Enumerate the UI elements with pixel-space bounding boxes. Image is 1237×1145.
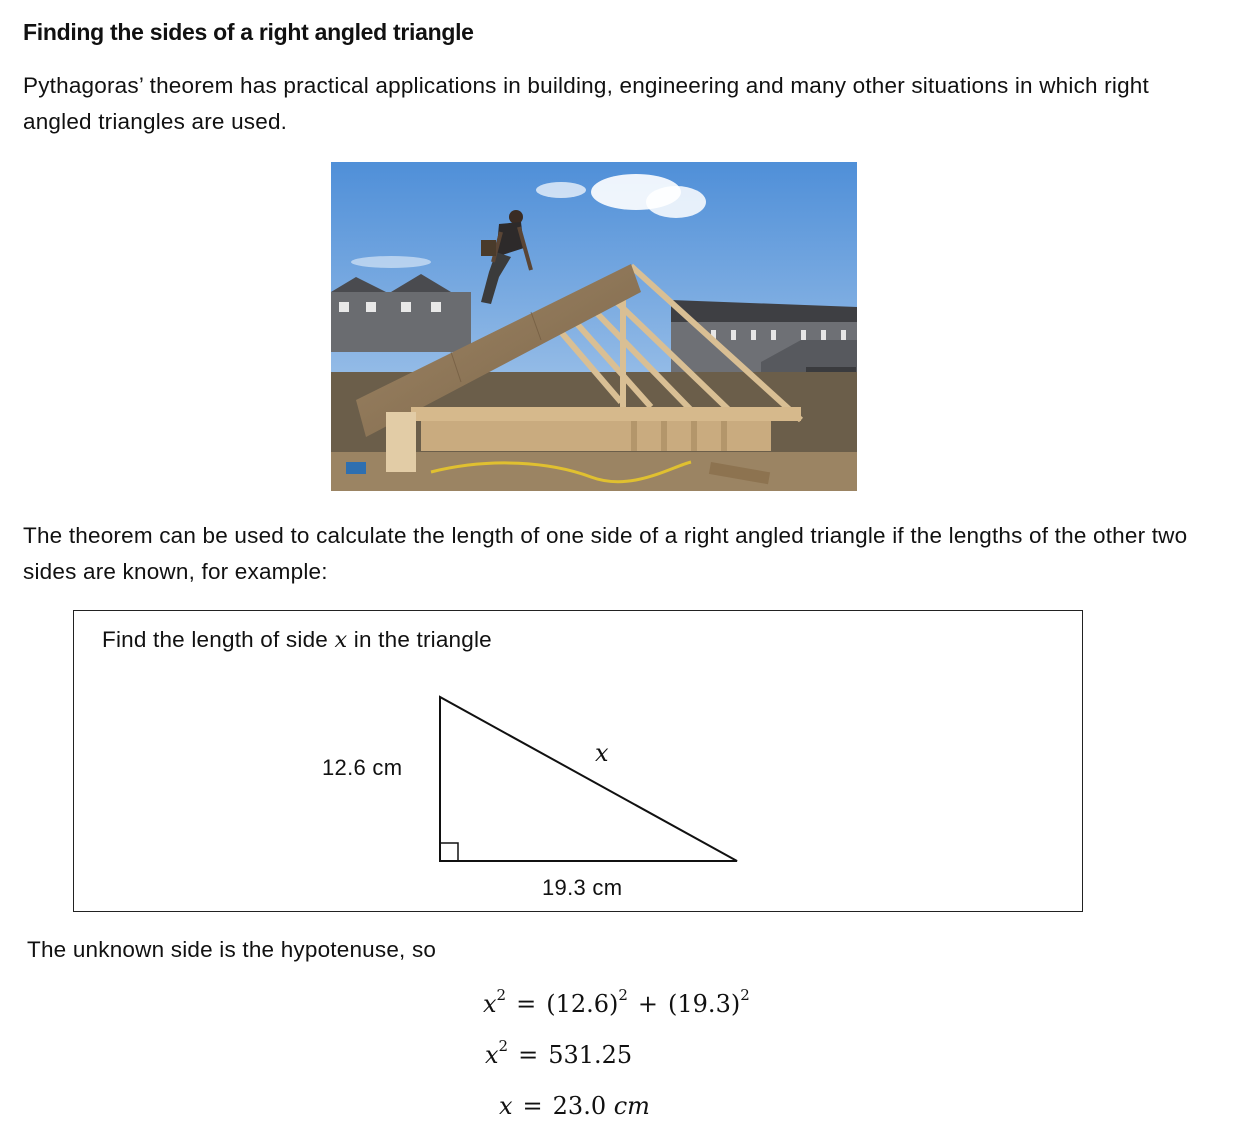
equation-line-1	[483, 986, 750, 1018]
eq1-term2: (19.3)	[668, 990, 741, 1018]
eq1-variable: x	[483, 990, 497, 1018]
right-triangle-diagram	[74, 611, 1082, 911]
prompt-variable: x	[334, 627, 348, 653]
vertical-side-label: 12.6 cm	[322, 755, 403, 780]
prompt-text-end: in the triangle	[347, 627, 492, 652]
eq1-equals: =	[516, 990, 537, 1018]
prompt-text-start: Find the length of side	[102, 627, 335, 652]
eq1-term1: (12.6)	[546, 990, 619, 1018]
horizontal-side-label: 19.3 cm	[542, 875, 623, 900]
eq1-plus: +	[637, 990, 659, 1018]
eq1-exponent: 2	[496, 986, 507, 1004]
roof-construction-photo	[331, 162, 857, 491]
eq3-unit: cm	[613, 1092, 650, 1120]
eq2-equals: =	[518, 1041, 539, 1069]
roof-truss-construction-photo-icon	[331, 162, 857, 491]
explanation-paragraph: The theorem can be used to calculate the length of one side of a right angled triangle if the lengths of the other two sides are known, for example:	[23, 523, 1188, 584]
equation-line-2	[485, 1037, 633, 1069]
eq1-term2-exponent: 2	[740, 986, 750, 1004]
triangle-outline	[440, 697, 737, 861]
example-box	[73, 610, 1083, 912]
eq3-value: 23.0	[552, 1092, 607, 1120]
eq2-exponent: 2	[498, 1037, 509, 1055]
eq1-term1-exponent: 2	[618, 986, 628, 1004]
right-angle-marker	[440, 843, 458, 861]
eq3-equals: =	[522, 1092, 543, 1120]
page-title: Finding the sides of a right angled triangle	[23, 19, 474, 45]
eq2-value: 531.25	[548, 1041, 633, 1069]
intro-paragraph: Pythagoras’ theorem has practical applications in building, engineering and many other situations in which right angled triangles are used.	[23, 73, 1149, 134]
eq2-variable: x	[485, 1041, 499, 1069]
conclusion-text: The unknown side is the hypotenuse, so	[27, 937, 437, 962]
hypotenuse-label: x	[595, 739, 609, 767]
eq3-variable: x	[499, 1092, 513, 1120]
equation-line-3	[499, 1092, 650, 1120]
